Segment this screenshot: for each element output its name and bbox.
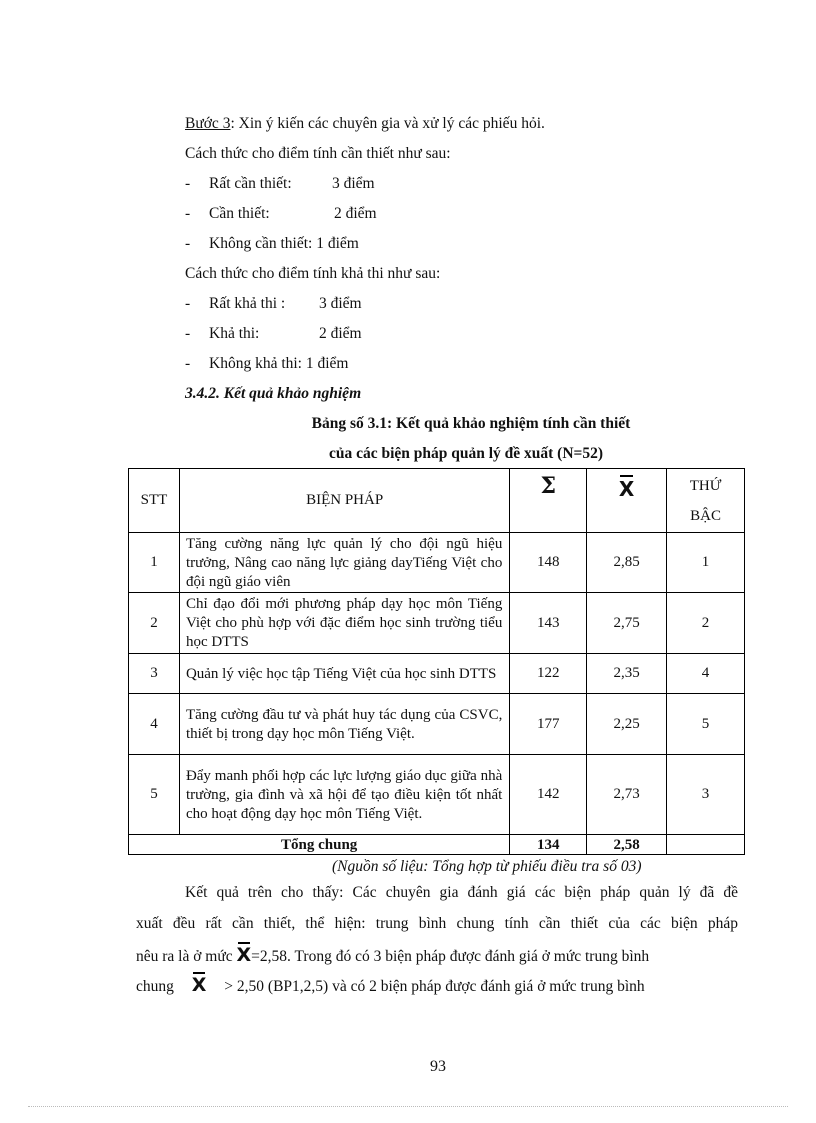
table-header-row (129, 469, 745, 533)
cell-mean: 2,73 (587, 755, 667, 835)
header-sum (510, 469, 587, 533)
cell-rank: 3 (667, 755, 745, 835)
table-row (129, 694, 745, 755)
cell-mean: 2,35 (587, 654, 667, 694)
necessity-label: Cần thiết: (209, 205, 270, 222)
cell-measure: Đẩy manh phối hợp các lực lượng giáo dục giữa nhà trường, gia đình và xã hội để tạo điều kiện tốt nhất cho hoạt động dạy học môn Tiếng Việt. (179, 755, 509, 835)
necessity-score: 1 điểm (316, 235, 359, 252)
step-label: Bước 3 (185, 115, 231, 132)
table-total-row (129, 835, 745, 855)
mean-symbol: X (191, 974, 207, 996)
table-subtitle: của các biện pháp quản lý đề xuất (N=52) (328, 445, 604, 462)
list-dash: - (185, 205, 191, 222)
cell-sum: 177 (510, 694, 587, 755)
cell-sum: 148 (510, 533, 587, 593)
sigma-symbol: Σ (540, 473, 557, 499)
cell-stt: 3 (129, 654, 180, 694)
header-mean (587, 469, 667, 533)
paragraph-text: > 2,50 (BP1,2,5) và có 2 biện pháp được đánh giá ở mức trung bình (224, 978, 645, 995)
total-mean: 2,58 (587, 835, 667, 855)
feasibility-label: Rất khả thi : (209, 295, 286, 312)
step-line (185, 115, 545, 133)
header-rank-line1: THỨ (689, 477, 722, 494)
cell-mean: 2,85 (587, 533, 667, 593)
header-measure: BIỆN PHÁP (179, 469, 509, 533)
total-sum: 134 (510, 835, 587, 855)
table-row (129, 755, 745, 835)
feasibility-intro: Cách thức cho điểm tính khả thi như sau: (185, 265, 441, 282)
cell-measure: Chỉ đạo đổi mới phương pháp dạy học môn Tiếng Việt cho phù hợp với đặc điểm học sinh trường tiểu học DTTS (179, 593, 509, 654)
cell-stt: 4 (129, 694, 180, 755)
feasibility-item (185, 325, 362, 343)
cell-rank: 5 (667, 694, 745, 755)
cell-measure: Quản lý việc học tập Tiếng Việt của học sinh DTTS (179, 654, 509, 694)
paragraph-line: xuất đều rất cần thiết, thể hiện: trung bình chung tính cần thiết của các biện pháp (136, 915, 738, 932)
list-dash: - (185, 295, 191, 312)
cell-measure: Tăng cường năng lực quản lý cho đội ngũ hiệu trưởng, Nâng cao năng lực giảng dayTiếng Việt cho đội ngũ giáo viên (179, 533, 509, 593)
header-rank-line2: BẬC (690, 507, 721, 524)
cell-sum: 143 (510, 593, 587, 654)
list-dash: - (185, 325, 191, 342)
necessity-item (185, 205, 377, 223)
necessity-score: 3 điểm (332, 175, 375, 192)
mean-symbol: X (236, 944, 252, 966)
results-table (128, 468, 745, 855)
cell-rank: 1 (667, 533, 745, 593)
cell-rank: 4 (667, 654, 745, 694)
section-heading: 3.4.2. Kết quả khảo nghiệm (185, 385, 362, 402)
paragraph-line (136, 942, 649, 966)
cell-stt: 5 (129, 755, 180, 835)
source-note: (Nguồn số liệu: Tổng hợp từ phiếu điều tra số 03) (332, 858, 642, 875)
paragraph-text: nêu ra là ở mức (136, 948, 233, 965)
necessity-item (185, 175, 375, 193)
page-number: 93 (430, 1058, 446, 1075)
paragraph-text: =2,58. Trong đó có 3 biện pháp được đánh giá ở mức trung bình (251, 948, 650, 965)
list-dash: - (185, 355, 191, 372)
paragraph-line: Kết quả trên cho thấy: Các chuyên gia đánh giá các biện pháp quản lý đã đề (185, 884, 738, 901)
table-row (129, 533, 745, 593)
necessity-item (185, 235, 359, 253)
cell-stt: 2 (129, 593, 180, 654)
mean-symbol: X (618, 477, 635, 501)
necessity-label: Không cần thiết: (209, 235, 313, 252)
necessity-score: 2 điểm (334, 205, 377, 222)
header-rank (667, 469, 745, 533)
cell-sum: 142 (510, 755, 587, 835)
table-row (129, 654, 745, 694)
feasibility-item (185, 355, 349, 373)
table-title: Bảng số 3.1: Kết quả khảo nghiệm tính cần thiết (311, 415, 631, 432)
header-stt: STT (129, 469, 180, 533)
step-text: : Xin ý kiến các chuyên gia và xử lý các phiếu hỏi. (230, 115, 545, 132)
cell-measure: Tăng cường đầu tư và phát huy tác dụng của CSVC, thiết bị trong dạy học môn Tiếng Việt. (179, 694, 509, 755)
feasibility-label: Khả thi: (209, 325, 260, 342)
feasibility-score: 3 điểm (319, 295, 362, 312)
cell-sum: 122 (510, 654, 587, 694)
cell-mean: 2,25 (587, 694, 667, 755)
feasibility-label: Không khả thi: (209, 355, 302, 372)
total-rank (667, 835, 745, 855)
necessity-intro: Cách thức cho điểm tính cần thiết như sau: (185, 145, 451, 162)
necessity-label: Rất cần thiết: (209, 175, 292, 192)
feasibility-item (185, 295, 362, 313)
page-bottom-divider (28, 1106, 788, 1107)
table-row (129, 593, 745, 654)
list-dash: - (185, 175, 191, 192)
list-dash: - (185, 235, 191, 252)
cell-stt: 1 (129, 533, 180, 593)
total-label: Tổng chung (129, 835, 510, 855)
cell-mean: 2,75 (587, 593, 667, 654)
feasibility-score: 2 điểm (319, 325, 362, 342)
feasibility-score: 1 điểm (305, 355, 349, 372)
paragraph-text: chung (136, 978, 174, 995)
paragraph-line (136, 972, 738, 996)
cell-rank: 2 (667, 593, 745, 654)
